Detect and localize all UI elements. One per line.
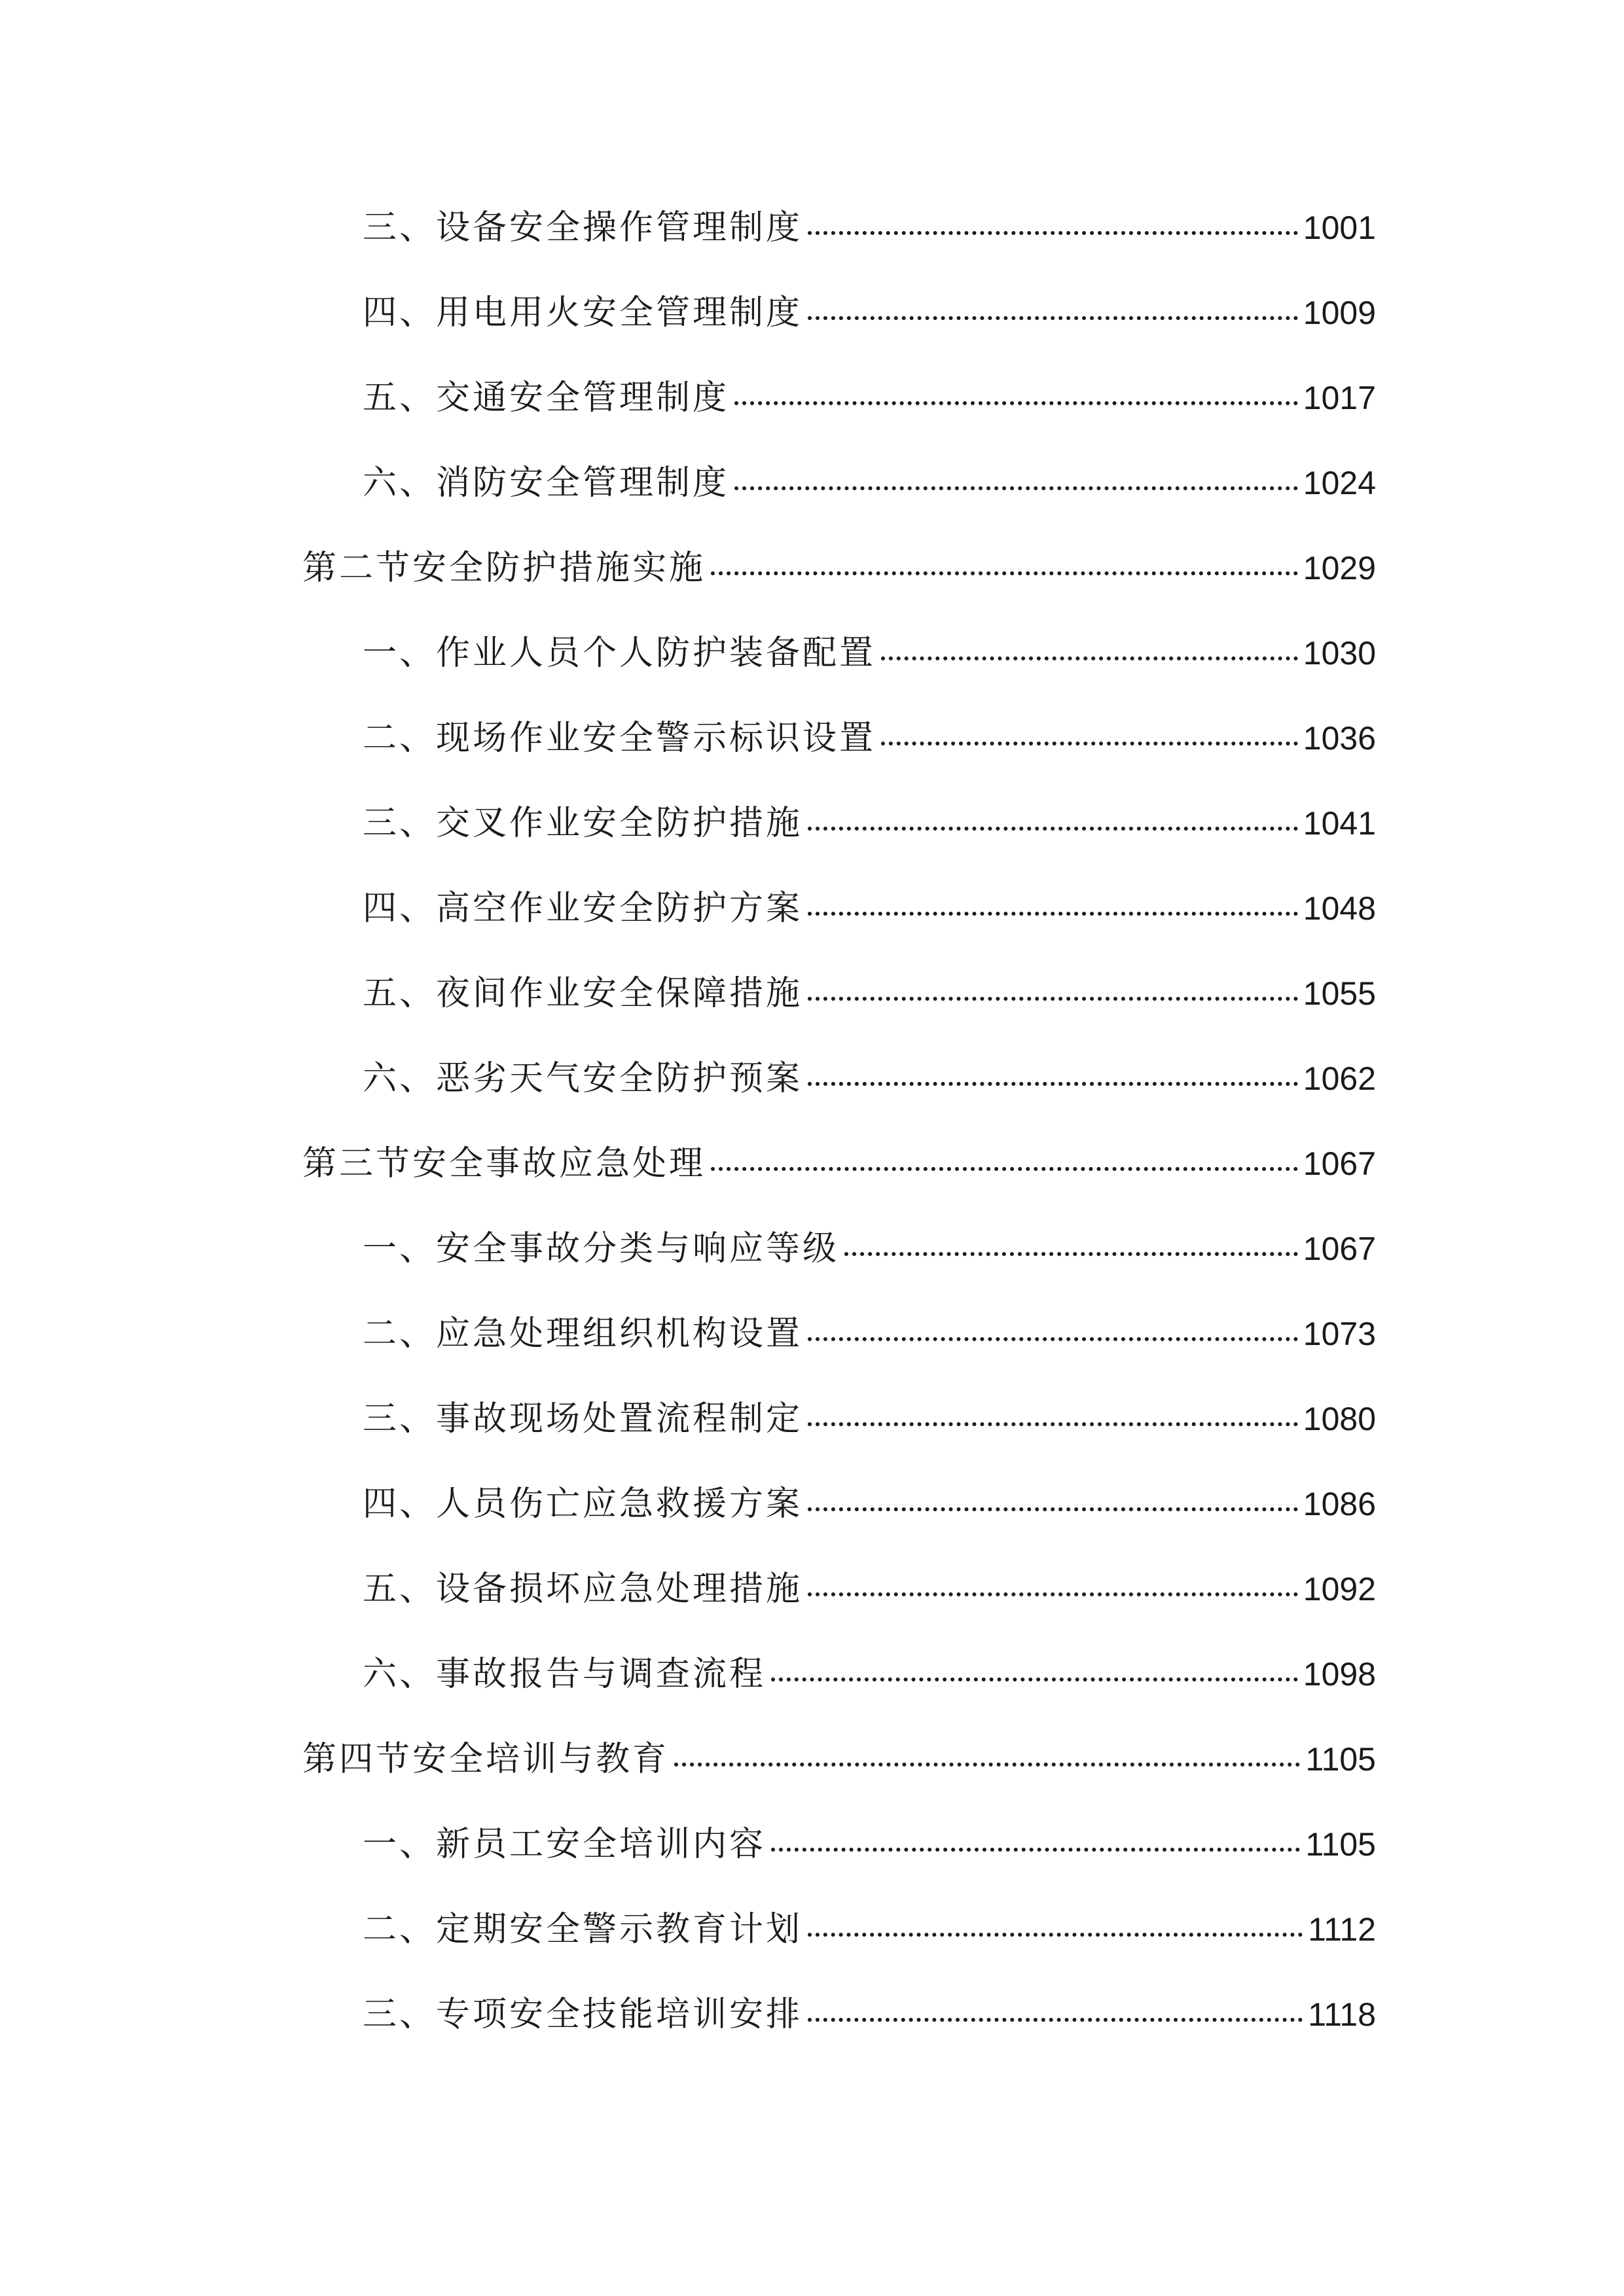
toc-entry-title: 三、事故现场处置流程制定: [363, 1399, 803, 1439]
toc-dot-leader: [881, 742, 1298, 745]
toc-page-number: 1098: [1303, 1656, 1376, 1693]
toc-dot-leader: [734, 401, 1298, 405]
toc-page-number: 1062: [1303, 1060, 1376, 1097]
toc-entry[interactable]: [302, 636, 1376, 721]
toc-dot-leader: [771, 1848, 1300, 1852]
toc-page-number: 1092: [1303, 1571, 1376, 1607]
toc-dot-leader: [808, 1933, 1303, 1937]
toc-page-number: 1024: [1303, 465, 1376, 501]
toc-section-title: 第二节安全防护措施实施: [302, 548, 706, 588]
toc-dot-leader: [711, 571, 1298, 575]
toc-entry[interactable]: [302, 974, 1376, 1062]
toc-section-title: 第四节安全培训与教育: [302, 1740, 670, 1779]
toc-page-number: 1017: [1303, 380, 1376, 416]
toc-entry[interactable]: [302, 378, 1376, 466]
toc-dot-leader: [881, 656, 1298, 660]
toc-dot-leader: [808, 231, 1298, 235]
toc-entry-title: 四、高空作业安全防护方案: [363, 889, 803, 928]
toc-entry[interactable]: [302, 293, 1376, 381]
toc-section-entry[interactable]: [302, 1742, 1376, 1827]
toc-entry-title: 一、新员工安全培训内容: [363, 1825, 767, 1864]
toc-entry[interactable]: [302, 1827, 1376, 1912]
toc-entry[interactable]: [302, 1995, 1376, 2083]
toc-dot-leader: [771, 1677, 1298, 1681]
toc-page-number: 1105: [1305, 1741, 1376, 1778]
toc-dot-leader: [808, 1592, 1298, 1596]
toc-dot-leader: [844, 1252, 1298, 1256]
toc-entry-title: 二、定期安全警示教育计划: [363, 1910, 803, 1949]
toc-dot-leader: [808, 827, 1298, 831]
toc-dot-leader: [808, 316, 1298, 320]
toc-entry-title: 四、人员伤亡应急救援方案: [363, 1484, 803, 1524]
toc-dot-leader: [734, 486, 1298, 490]
toc-entry-title: 二、现场作业安全警示标识设置: [363, 719, 876, 758]
toc-dot-leader: [711, 1167, 1298, 1171]
toc-page-number: 1118: [1308, 1996, 1376, 2033]
toc-page-number: 1112: [1308, 1911, 1376, 1948]
toc-entry-title: 六、消防安全管理制度: [363, 463, 730, 503]
toc-entry-title: 五、夜间作业安全保障措施: [363, 974, 803, 1013]
toc-section-title: 第三节安全事故应急处理: [302, 1144, 706, 1183]
toc-entry[interactable]: [302, 1399, 1376, 1487]
toc-entry-title: 六、恶劣天气安全防护预案: [363, 1059, 803, 1098]
toc-page-number: 1009: [1303, 295, 1376, 331]
toc-page-number: 1036: [1303, 720, 1376, 757]
toc-section-entry[interactable]: [302, 1144, 1376, 1232]
toc-entry[interactable]: [302, 721, 1376, 806]
toc-dot-leader: [808, 1082, 1298, 1086]
toc-page-number: 1067: [1303, 1145, 1376, 1182]
toc-page-number: 1048: [1303, 890, 1376, 927]
toc-entry-title: 五、交通安全管理制度: [363, 378, 730, 418]
toc-entry[interactable]: [302, 208, 1376, 296]
toc-page-number: 1030: [1303, 635, 1376, 672]
toc-entry[interactable]: [302, 806, 1376, 891]
toc-page-number: 1029: [1303, 550, 1376, 586]
toc-dot-leader: [808, 912, 1298, 916]
toc-entry-title: 三、专项安全技能培训安排: [363, 1995, 803, 2034]
toc-dot-leader: [808, 1507, 1298, 1511]
toc-dot-leader: [808, 1422, 1298, 1426]
toc-entry[interactable]: [302, 1912, 1376, 1998]
toc-entry-title: 五、设备损坏应急处理措施: [363, 1570, 803, 1609]
toc-page-number: 1080: [1303, 1401, 1376, 1437]
toc-page-number: 1105: [1305, 1826, 1376, 1863]
toc-dot-leader: [808, 997, 1298, 1001]
toc-page-number: 1067: [1303, 1230, 1376, 1267]
toc-page-number: 1055: [1303, 975, 1376, 1012]
toc-entry[interactable]: [302, 1229, 1376, 1317]
toc-entry-title: 四、用电用火安全管理制度: [363, 293, 803, 332]
toc-entry[interactable]: [302, 1657, 1376, 1742]
toc-dot-leader: [808, 2018, 1303, 2022]
toc-dot-leader: [674, 1763, 1300, 1767]
toc-entry-title: 六、事故报告与调查流程: [363, 1655, 767, 1694]
toc-entry-title: 一、安全事故分类与响应等级: [363, 1229, 840, 1268]
toc-entry-title: 三、设备安全操作管理制度: [363, 208, 803, 247]
toc-page-number: 1073: [1303, 1316, 1376, 1352]
toc-dot-leader: [808, 1337, 1298, 1341]
toc-entry[interactable]: [302, 1314, 1376, 1402]
toc-entry[interactable]: [302, 1059, 1376, 1147]
toc-entry-title: 三、交叉作业安全防护措施: [363, 804, 803, 843]
toc-entry-title: 一、作业人员个人防护装备配置: [363, 634, 876, 673]
toc-section-entry[interactable]: [302, 548, 1376, 636]
toc-entry[interactable]: [302, 463, 1376, 551]
toc-page-number: 1001: [1303, 209, 1376, 246]
toc-entry[interactable]: [302, 1484, 1376, 1572]
toc-entry[interactable]: [302, 1572, 1376, 1657]
toc-entry[interactable]: [302, 891, 1376, 977]
toc-entry-title: 二、应急处理组织机构设置: [363, 1314, 803, 1354]
toc-page-number: 1086: [1303, 1486, 1376, 1522]
table-of-contents: [302, 208, 1376, 2083]
toc-page-number: 1041: [1303, 805, 1376, 842]
